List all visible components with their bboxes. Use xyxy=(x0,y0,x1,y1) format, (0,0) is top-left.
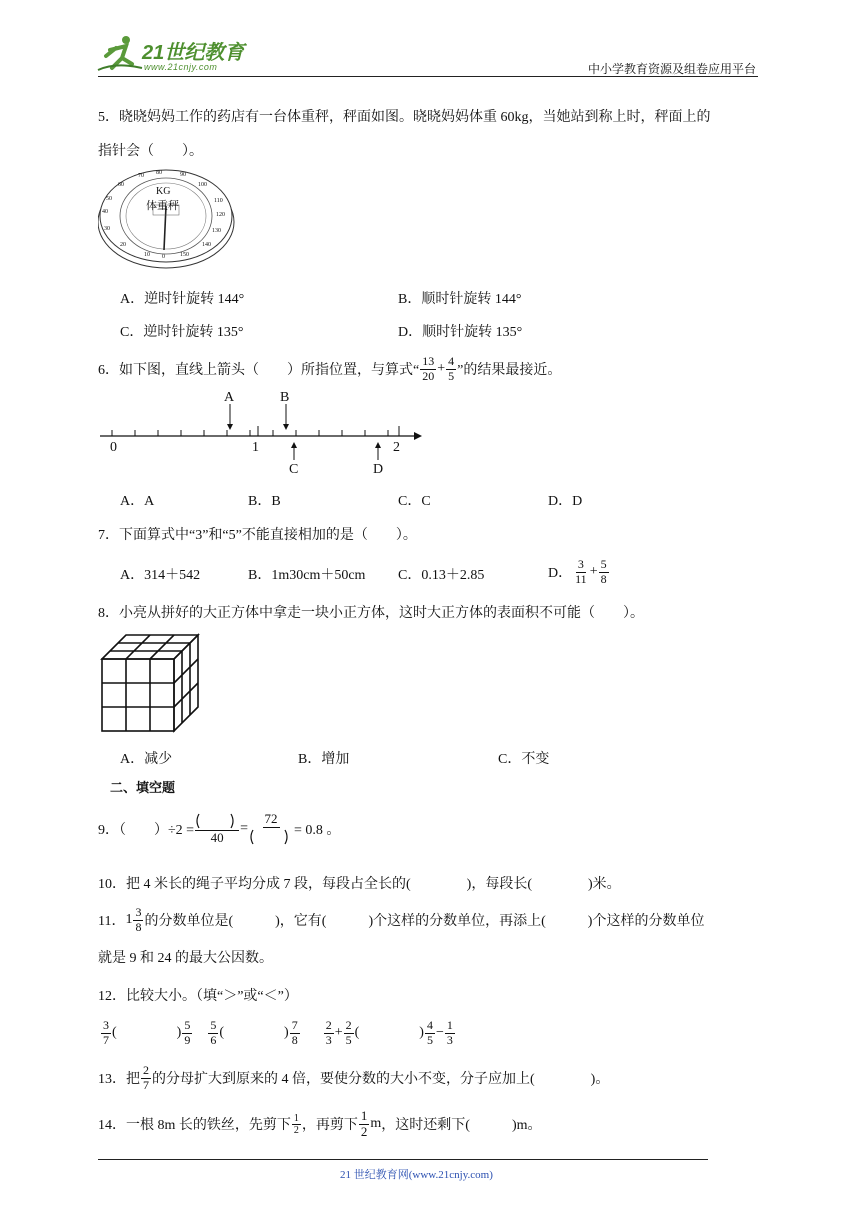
q7-option-d-prefix: D． xyxy=(548,566,573,581)
q7-d-frac1 xyxy=(573,558,589,585)
q5-option-d[interactable]: D．顺时针旋转 135° xyxy=(398,325,523,340)
q12-f1 xyxy=(425,1019,435,1046)
q11-line1 xyxy=(98,900,704,940)
q8-option-b[interactable]: B．增加 xyxy=(298,752,350,767)
q12-e1 xyxy=(324,1019,334,1046)
q9-equation xyxy=(98,806,340,852)
q12-blank-3-open: ( xyxy=(354,1025,360,1040)
logo-main-text: 21世纪教育 xyxy=(142,42,245,64)
q12-plus: + xyxy=(334,1025,343,1040)
numline-label-c: C xyxy=(289,462,299,477)
q13-frac xyxy=(141,1064,151,1091)
footer-divider xyxy=(98,1159,708,1160)
q7-option-b[interactable]: B．1m30cm＋50cm xyxy=(248,568,366,583)
q6-frac1-num: 13 xyxy=(422,354,435,369)
q9-suffix: = 0.8 。 xyxy=(294,823,341,838)
q12-a xyxy=(101,1019,111,1046)
q7-d-frac2-den: 8 xyxy=(600,571,607,586)
q7-d-frac2-num: 5 xyxy=(600,557,607,572)
q6-option-c[interactable]: C．C xyxy=(398,494,431,509)
q6-text-post: ”的结果最接近。 xyxy=(457,363,562,378)
scale-tick-40: 40 xyxy=(102,209,108,215)
q12-f1-den: 5 xyxy=(426,1032,433,1047)
q12-c-num: 5 xyxy=(210,1018,217,1033)
q11-text-line2: 就是 9 和 24 的最大公因数。 xyxy=(98,951,273,966)
q7-d-frac2 xyxy=(599,558,609,585)
q5-option-b[interactable]: B．顺时针旋转 144° xyxy=(398,292,522,307)
scale-tick-0: 0 xyxy=(162,254,165,260)
q12-e1-num: 2 xyxy=(325,1018,332,1033)
q12-e2 xyxy=(344,1019,354,1046)
scale-tick-150: 150 xyxy=(180,252,189,258)
q10-text: 10．把 4 米长的绳子平均分成 7 段，每段占全长的( )，每段长( )米。 xyxy=(98,877,621,892)
q6-option-d[interactable]: D．D xyxy=(548,494,583,509)
q6-frac2 xyxy=(446,355,456,382)
q13-line xyxy=(98,1058,609,1098)
q5-text-line2: 指针会（ ）。 xyxy=(98,144,203,159)
q6-option-a[interactable]: A．A xyxy=(120,494,155,509)
numline-label-0: 0 xyxy=(110,440,117,455)
scale-unit: KG xyxy=(156,186,171,197)
q12-f2 xyxy=(445,1019,455,1046)
scale-tick-100: 100 xyxy=(198,182,207,188)
q12-c xyxy=(208,1019,218,1046)
numline-label-a: A xyxy=(224,390,235,405)
q5-text-line1: 5．晓晓妈妈工作的药店有一台体重秤，秤面如图。晓晓妈妈体重 60kg，当她站到称上时，秤面上的 xyxy=(98,110,711,125)
q12-f2-num: 1 xyxy=(446,1018,453,1033)
platform-label: 中小学教育资源及组卷应用平台 xyxy=(587,62,756,76)
scale-tick-50: 50 xyxy=(106,196,112,202)
q11-text-line1: 的分数单位是( )，它有( )个这样的分数单位，再添上( )个这样的分数单位 xyxy=(144,914,705,929)
footer-text: 21 世纪教育网(www.21cnjy.com) xyxy=(340,1169,493,1181)
q14-unit: m xyxy=(370,1116,382,1131)
logo-sub-text: www.21cnjy.com xyxy=(144,62,218,72)
q9-prefix: 9．（ ）÷2 = xyxy=(98,823,195,838)
q13-frac-den: 7 xyxy=(143,1077,149,1092)
q7-d-frac1-num: 3 xyxy=(577,557,584,572)
q6-option-b[interactable]: B．B xyxy=(248,494,281,509)
q5-option-c[interactable]: C．逆时针旋转 135° xyxy=(120,325,244,340)
q12-d-num: 7 xyxy=(291,1018,298,1033)
q12-e2-den: 5 xyxy=(345,1032,352,1047)
q13-suffix: 的分母扩大到原来的 4 倍，要使分数的大小不变，分子应加上( )。 xyxy=(152,1072,610,1087)
q6-plus: + xyxy=(437,361,446,376)
q14-frac1 xyxy=(292,1113,301,1136)
q12-blank-3-close: ) xyxy=(419,1025,424,1040)
q6-frac1-den: 20 xyxy=(422,368,435,383)
q12-text: 12．比较大小。（填“＞”或“＜”） xyxy=(98,989,298,1004)
q12-d xyxy=(290,1019,300,1046)
scale-tick-110: 110 xyxy=(214,198,223,204)
header-divider xyxy=(98,76,758,77)
q14-frac2 xyxy=(359,1109,370,1139)
q7-option-d[interactable] xyxy=(548,552,610,592)
scale-tick-90: 90 xyxy=(180,172,186,178)
q12-e2-num: 2 xyxy=(345,1018,352,1033)
q6-frac2-num: 4 xyxy=(448,354,455,369)
q8-text: 8．小亮从拼好的大正方体中拿走一块小正方体，这时大正方体的表面积不可能（ ）。 xyxy=(98,606,644,621)
q12-blank-1-open: ( xyxy=(112,1025,117,1040)
q9-frac2-den-blank[interactable] xyxy=(249,828,293,846)
q12-compare-row xyxy=(100,1012,456,1054)
scale-tick-80: 80 xyxy=(156,170,162,176)
q14-frac2-den: 2 xyxy=(360,1123,368,1139)
q14-frac2-num: 1 xyxy=(360,1108,368,1124)
q11-whole: 1 xyxy=(125,912,133,927)
q14-suffix: ，这时还剩下( )m。 xyxy=(381,1118,542,1133)
section-title: 二、填空题 xyxy=(110,781,176,796)
q14-prefix: 14．一根 8m 长的铁丝，先剪下 xyxy=(98,1118,291,1133)
q12-e1-den: 3 xyxy=(325,1032,332,1047)
q12-b xyxy=(182,1019,192,1046)
q7-d-plus: + xyxy=(589,564,598,579)
scale-figure xyxy=(98,166,238,270)
number-line-figure xyxy=(98,390,428,482)
header-logo xyxy=(96,34,256,76)
q12-c-den: 6 xyxy=(210,1032,217,1047)
q14-line xyxy=(98,1104,542,1144)
q12-blank-2-close: ) xyxy=(284,1025,289,1040)
q11-frac-den: 8 xyxy=(135,919,142,934)
q9-frac1-num-blank[interactable] xyxy=(195,812,239,831)
cube-figure xyxy=(100,633,200,733)
numline-label-d: D xyxy=(373,462,384,477)
scale-tick-120: 120 xyxy=(216,212,225,218)
runner-logo-icon xyxy=(96,34,144,74)
q12-minus: − xyxy=(435,1025,444,1040)
q9-eq: = xyxy=(240,821,248,836)
q12-a-num: 3 xyxy=(103,1018,109,1033)
q9-frac2-num: 72 xyxy=(264,811,278,827)
q8-option-c[interactable]: C．不变 xyxy=(498,752,550,767)
q12-blank-2-open: ( xyxy=(219,1025,225,1040)
q8-option-a[interactable]: A．减少 xyxy=(120,752,173,767)
q14-frac1-den: 2 xyxy=(293,1124,299,1136)
q13-frac-num: 2 xyxy=(143,1063,149,1078)
q7-option-a[interactable]: A．314＋542 xyxy=(120,568,201,583)
q5-option-a[interactable]: A．逆时针旋转 144° xyxy=(120,292,245,307)
numline-label-b: B xyxy=(280,390,290,405)
q11-frac xyxy=(133,906,143,933)
q9-frac1-den: 40 xyxy=(210,830,224,846)
q11-frac-num: 3 xyxy=(135,905,142,920)
q12-d-den: 8 xyxy=(291,1032,298,1047)
scale-tick-130: 130 xyxy=(212,228,221,234)
q6-frac2-den: 5 xyxy=(448,368,455,383)
scale-tick-20: 20 xyxy=(120,242,126,248)
q7-d-frac1-den: 11 xyxy=(575,571,587,586)
q7-option-c[interactable]: C．0.13＋2.85 xyxy=(398,568,485,583)
scale-tick-30: 30 xyxy=(104,226,110,232)
q12-b-den: 9 xyxy=(184,1032,191,1047)
q6-text-pre: 6．如下图，直线上箭头（ ）所指位置，与算式“ xyxy=(98,363,420,378)
q14-frac1-num: 1 xyxy=(293,1112,299,1124)
q12-f1-num: 4 xyxy=(426,1018,433,1033)
q14-mid: ，再剪下 xyxy=(301,1118,358,1133)
scale-tick-70: 70 xyxy=(138,173,144,179)
scale-tick-140: 140 xyxy=(202,242,211,248)
q13-prefix: 13．把 xyxy=(98,1072,140,1087)
q9-frac2 xyxy=(249,812,293,845)
q9-frac1 xyxy=(195,812,239,845)
q12-f2-den: 3 xyxy=(446,1032,453,1047)
numline-label-1: 1 xyxy=(252,440,259,455)
scale-name: 体重秤 xyxy=(146,200,179,212)
scale-tick-10: 10 xyxy=(144,252,150,258)
q12-b-num: 5 xyxy=(184,1018,191,1033)
numline-label-2: 2 xyxy=(393,440,400,455)
q6-question xyxy=(98,352,561,386)
q7-text: 7．下面算式中“3”和“5”不能直接相加的是（ ）。 xyxy=(98,528,417,543)
q12-a-den: 7 xyxy=(103,1032,109,1047)
scale-tick-60: 60 xyxy=(118,182,124,188)
q11-prefix: 11． xyxy=(98,914,126,929)
q12-blank-1-close: ) xyxy=(176,1025,182,1040)
q6-frac1 xyxy=(420,355,436,382)
